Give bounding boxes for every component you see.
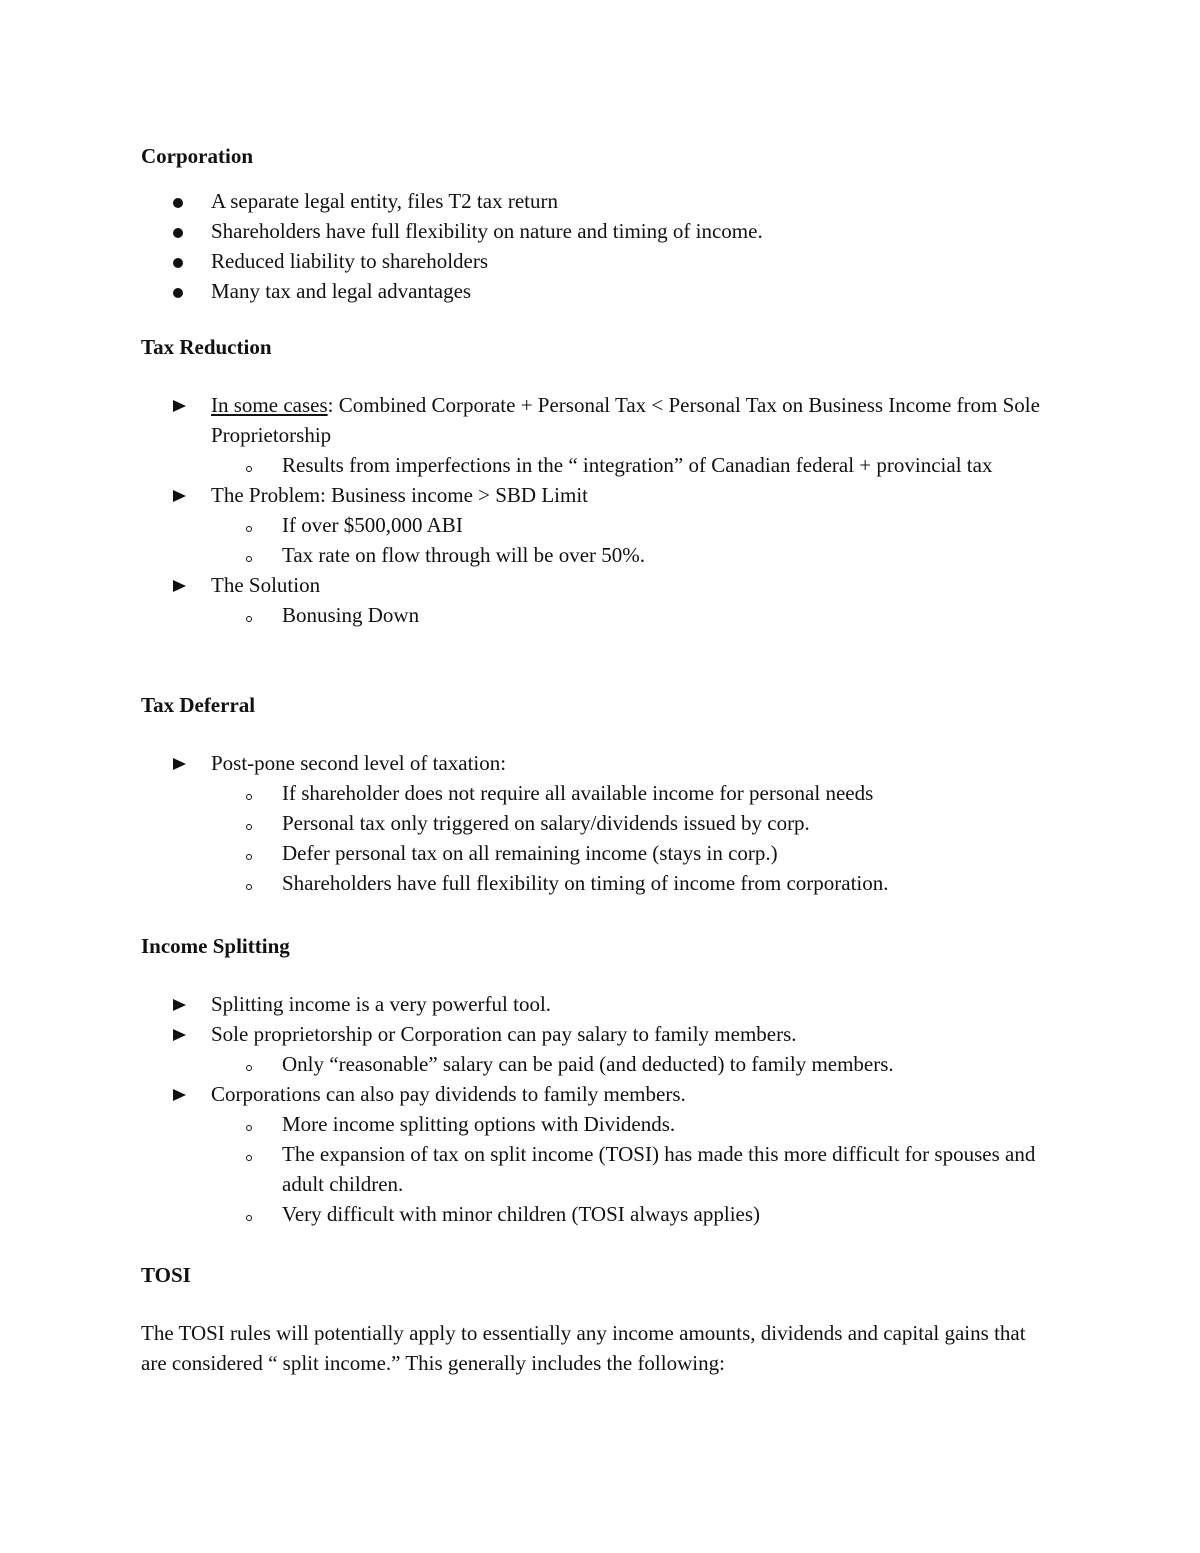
list-item: Shareholders have full flexibility on nature and timing of income. (141, 216, 1061, 246)
bullet-triangle-icon (173, 390, 203, 420)
bullet-circle-icon (246, 1199, 276, 1229)
list-item: If over $500,000 ABI (141, 510, 1061, 540)
list-item: The expansion of tax on split income (TOSI) has made this more difficult for spouses and adult children. (141, 1139, 1061, 1199)
bullet-triangle-icon (173, 570, 203, 600)
list-item: Corporations can also pay dividends to family members. (141, 1079, 1061, 1109)
bullet-circle-icon (246, 510, 276, 540)
tax-deferral-list (141, 748, 1061, 898)
section-income-splitting (141, 931, 1061, 1229)
section-tax-reduction (141, 332, 1061, 630)
bullet-circle-icon (246, 450, 276, 480)
list-item: Post-pone second level of taxation: (141, 748, 1061, 778)
list-item: Personal tax only triggered on salary/dividends issued by corp. (141, 808, 1061, 838)
section-tosi (141, 1260, 1041, 1378)
list-item: Very difficult with minor children (TOSI always applies) (141, 1199, 1061, 1229)
bullet-dot-icon (173, 246, 203, 276)
bullet-dot-icon (173, 186, 203, 216)
bullet-circle-icon (246, 540, 276, 570)
tosi-paragraph: The TOSI rules will potentially apply to essentially any income amounts, dividends and capital gains that are considered “ split income.” This generally includes the following: (141, 1321, 1026, 1375)
bullet-triangle-icon (173, 1019, 203, 1049)
bullet-dot-icon (173, 216, 203, 246)
list-item: Tax rate on flow through will be over 50%. (141, 540, 1061, 570)
heading-tax-deferral: Tax Deferral (141, 693, 256, 717)
list-item: If shareholder does not require all available income for personal needs (141, 778, 1061, 808)
list-item: Only “reasonable” salary can be paid (and deducted) to family members. (141, 1049, 1061, 1079)
tax-reduction-list (141, 390, 1061, 630)
list-item: Bonusing Down (141, 600, 1061, 630)
bullet-triangle-icon (173, 480, 203, 510)
list-item: Reduced liability to shareholders (141, 246, 1061, 276)
bullet-triangle-icon (173, 989, 203, 1019)
bullet-circle-icon (246, 868, 276, 898)
heading-corporation: Corporation (141, 144, 253, 168)
bullet-circle-icon (246, 838, 276, 868)
list-item: Shareholders have full flexibility on timing of income from corporation. (141, 868, 1061, 898)
bullet-dot-icon (173, 276, 203, 306)
bullet-circle-icon (246, 1049, 276, 1079)
list-item: The Solution (141, 570, 1061, 600)
section-corporation (141, 141, 1061, 306)
list-item: A separate legal entity, files T2 tax return (141, 186, 1061, 216)
bullet-triangle-icon (173, 1079, 203, 1109)
income-splitting-list (141, 989, 1061, 1229)
list-item: Many tax and legal advantages (141, 276, 1061, 306)
list-item: Sole proprietorship or Corporation can pay salary to family members. (141, 1019, 1061, 1049)
list-item: Defer personal tax on all remaining income (stays in corp.) (141, 838, 1061, 868)
heading-income-splitting: Income Splitting (141, 934, 290, 958)
bullet-circle-icon (246, 1109, 276, 1139)
heading-tosi: TOSI (141, 1263, 191, 1287)
section-tax-deferral (141, 690, 1061, 898)
bullet-triangle-icon (173, 748, 203, 778)
list-item: Splitting income is a very powerful tool. (141, 989, 1061, 1019)
corporation-list (141, 186, 1061, 306)
list-item: More income splitting options with Dividends. (141, 1109, 1061, 1139)
bullet-circle-icon (246, 600, 276, 630)
list-item: In some cases: Combined Corporate + Personal Tax < Personal Tax on Business Income from Sole Proprietorship (141, 390, 1061, 450)
bullet-circle-icon (246, 808, 276, 838)
bullet-circle-icon (246, 1139, 276, 1169)
heading-tax-reduction: Tax Reduction (141, 335, 272, 359)
list-item: The Problem: Business income > SBD Limit (141, 480, 1061, 510)
bullet-circle-icon (246, 778, 276, 808)
list-item: Results from imperfections in the “ integration” of Canadian federal + provincial tax (141, 450, 1061, 480)
